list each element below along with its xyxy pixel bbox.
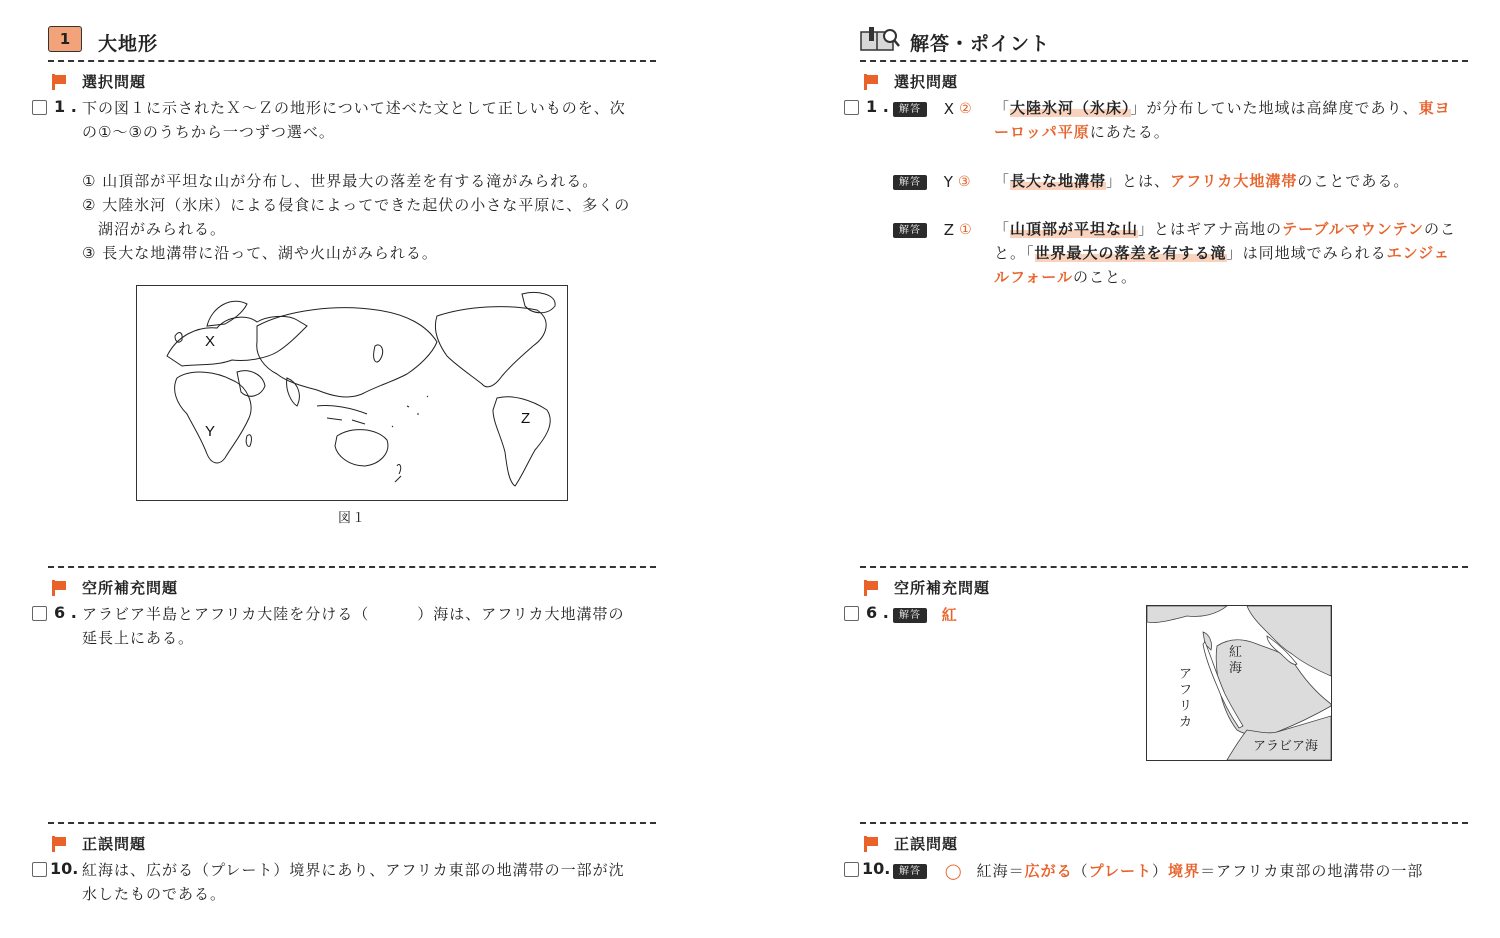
answer-x-explanation: [994, 96, 1472, 144]
answer-a10: [893, 859, 1423, 883]
map-label-africa-4: カ: [1179, 714, 1193, 729]
divider: [48, 60, 656, 62]
madagascar-outline: [246, 435, 251, 447]
explanation-text: とは、: [1122, 172, 1171, 190]
europe-outline: [167, 316, 307, 366]
section-heading-choice: [52, 71, 146, 92]
option-2: ② 大陸氷河（氷床）による侵食によってできた起伏の小さな平原に、多くの: [82, 196, 631, 214]
checkbox-a6[interactable]: [844, 606, 859, 621]
explanation-text: ＝アフリカ東部の地溝帯の一部: [1200, 862, 1424, 880]
flag-icon: [52, 836, 68, 852]
explanation-text: にあたる。: [1089, 123, 1170, 141]
key-term: 広がる: [1024, 862, 1073, 880]
correct-mark: ◯: [944, 862, 963, 880]
answer-book-icon: [859, 26, 901, 56]
turkey-land: [1147, 606, 1227, 623]
explanation-text: は同地域でみられる: [1242, 244, 1387, 262]
answer-tag: 解答: [893, 864, 927, 879]
flag-icon: [52, 580, 68, 596]
question-line: 下の図１に示されたＸ～Ｚの地形について述べた文として正しいものを、次: [82, 99, 626, 117]
highlight-term: 世界最大の落差を有する滝: [1034, 244, 1227, 262]
section-heading-truefalse: [864, 833, 958, 854]
section-label: 空所補充問題: [82, 579, 179, 597]
divider: [860, 566, 1468, 568]
scandinavia-outline: [207, 301, 247, 326]
red-sea-map-svg: [1147, 606, 1331, 760]
question-line: の①～③のうちから一つずつ選べ。: [82, 123, 335, 141]
key-term: アフリカ大地溝帯: [1170, 172, 1298, 190]
question-number: 10.: [50, 859, 79, 878]
answer-tag: 解答: [893, 175, 927, 190]
explanation-text: ）: [1152, 862, 1169, 880]
answer-a6: [893, 603, 957, 627]
answer-number: 6 .: [866, 603, 889, 622]
key-term: テーブルマウンテン: [1282, 220, 1424, 238]
quote: 」: [1130, 99, 1147, 117]
answer-y-explanation: [994, 169, 1409, 193]
section-label: 選択問題: [894, 73, 959, 91]
quote: 」: [1106, 172, 1123, 190]
highlight-term: 大陸氷河（氷床）: [1010, 99, 1131, 117]
quote: 」: [1138, 220, 1155, 238]
world-map: [137, 286, 567, 500]
north-america-outline: [435, 307, 546, 387]
question-text: [82, 858, 625, 906]
key-term: ルフォール: [994, 268, 1073, 286]
key-term: ーロッパ平原: [994, 123, 1090, 141]
map-label-red-sea-2: 海: [1229, 660, 1243, 675]
answer-number: 1 .: [866, 97, 889, 116]
key-term: 東ヨ: [1418, 99, 1451, 117]
divider: [48, 566, 656, 568]
answers-title: 解答・ポイント: [910, 33, 1051, 55]
answer-choice: ①: [959, 222, 972, 238]
world-map-figure: [136, 285, 568, 501]
section-label: 正誤問題: [894, 835, 959, 853]
chapter-number: 1: [59, 30, 71, 48]
explanation-text: のことである。: [1297, 172, 1410, 190]
nz-outline: [395, 464, 401, 482]
section-heading-fill: [864, 577, 990, 598]
figure-caption: 図１: [338, 511, 367, 526]
map-label-arabian-sea: アラビア海: [1253, 738, 1319, 753]
red-sea-map: [1146, 605, 1332, 761]
japan-outline: [374, 345, 383, 362]
section-label: 正誤問題: [82, 835, 147, 853]
section-heading-truefalse: [52, 833, 146, 854]
question-text: [82, 96, 626, 144]
answer-value: 紅: [941, 606, 957, 624]
answer-choice: ③: [957, 174, 971, 190]
checkbox-q6[interactable]: [32, 606, 47, 621]
question-number: 1 .: [54, 97, 77, 116]
map-label-africa-2: フ: [1179, 682, 1193, 697]
answer-z-explanation: [994, 217, 1472, 289]
explanation-text: と。: [994, 244, 1027, 262]
question-number: 6 .: [54, 603, 77, 622]
divider: [860, 822, 1468, 824]
option-3: ③ 長大な地溝帯に沿って、湖や火山がみられる。: [82, 244, 438, 262]
map-label-africa-3: リ: [1179, 698, 1193, 713]
key-term: プレート: [1088, 862, 1153, 880]
highlight-term: 長大な地溝帯: [1010, 172, 1107, 190]
answer-x-key: [893, 97, 972, 121]
australia-outline: [335, 430, 388, 466]
question-text: [82, 602, 625, 650]
options-list: [82, 169, 630, 265]
divider: [48, 822, 656, 824]
checkbox-q10[interactable]: [32, 862, 47, 877]
map-label-x: X: [205, 333, 216, 350]
section-heading-fill: [52, 577, 178, 598]
question-line: 紅海は、広がる（プレート）境界にあり、アフリカ東部の地溝帯の一部が沈: [82, 861, 625, 879]
map-label-africa-1: ア: [1179, 666, 1193, 681]
checkbox-q1[interactable]: [32, 100, 47, 115]
flag-icon: [52, 74, 68, 90]
chapter-badge: [48, 26, 82, 52]
checkbox-a10[interactable]: [844, 862, 859, 877]
explanation-text: が分布していた地域は高緯度であり、: [1146, 99, 1419, 117]
answer-choice: ②: [959, 101, 972, 117]
explanation-text: 紅海＝: [976, 862, 1025, 880]
option-2-cont: 湖沼がみられる。: [98, 220, 227, 238]
map-label-red-sea-1: 紅: [1229, 644, 1243, 659]
question-line: アラビア半島とアフリカ大陸を分ける（ ）海は、アフリカ大地溝帯の: [82, 605, 625, 623]
pacific-islands: [392, 396, 428, 427]
answer-letter: X: [943, 100, 955, 118]
divider: [860, 60, 1468, 62]
quote: 「: [994, 172, 1011, 190]
option-1: ① 山頂部が平坦な山が分布し、世界最大の落差を有する滝がみられる。: [82, 172, 599, 190]
asia-outline: [257, 308, 437, 397]
answer-z-key: [893, 218, 972, 242]
question-line: 水したものである。: [82, 885, 227, 903]
map-label-y: Y: [205, 423, 216, 440]
answer-letter: Z: [943, 221, 955, 239]
section-label: 選択問題: [82, 73, 147, 91]
flag-icon: [864, 580, 880, 596]
key-term: エンジェ: [1386, 244, 1450, 262]
quote: 「: [994, 99, 1011, 117]
answer-number: 10.: [862, 859, 891, 878]
greenland-outline: [522, 293, 555, 313]
answer-tag: 解答: [893, 102, 927, 117]
india-outline: [287, 378, 300, 406]
arabia-outline: [237, 371, 265, 396]
question-line: 延長上にある。: [82, 629, 195, 647]
chapter-title: 大地形: [98, 33, 159, 55]
quote: 「: [994, 220, 1011, 238]
highlight-term: 山頂部が平坦な山: [1010, 220, 1139, 238]
checkbox-a1[interactable]: [844, 100, 859, 115]
explanation-text: とはギアナ高地の: [1154, 220, 1283, 238]
section-heading-choice: [864, 71, 958, 92]
section-label: 空所補充問題: [894, 579, 991, 597]
explanation-text: （: [1072, 862, 1089, 880]
explanation-text: のこと。: [1072, 268, 1137, 286]
explanation-text: のこ: [1423, 220, 1456, 238]
indonesia-outline: [317, 405, 367, 424]
key-term: 境界: [1168, 862, 1201, 880]
flag-icon: [864, 74, 880, 90]
answer-y-key: [893, 170, 971, 194]
answer-letter: Y: [943, 173, 953, 191]
answer-tag: 解答: [893, 608, 927, 623]
quote: 」: [1226, 244, 1243, 262]
flag-icon: [864, 836, 880, 852]
quote: 「: [1026, 244, 1035, 262]
answer-tag: 解答: [893, 223, 927, 238]
map-label-z: Z: [521, 410, 531, 427]
